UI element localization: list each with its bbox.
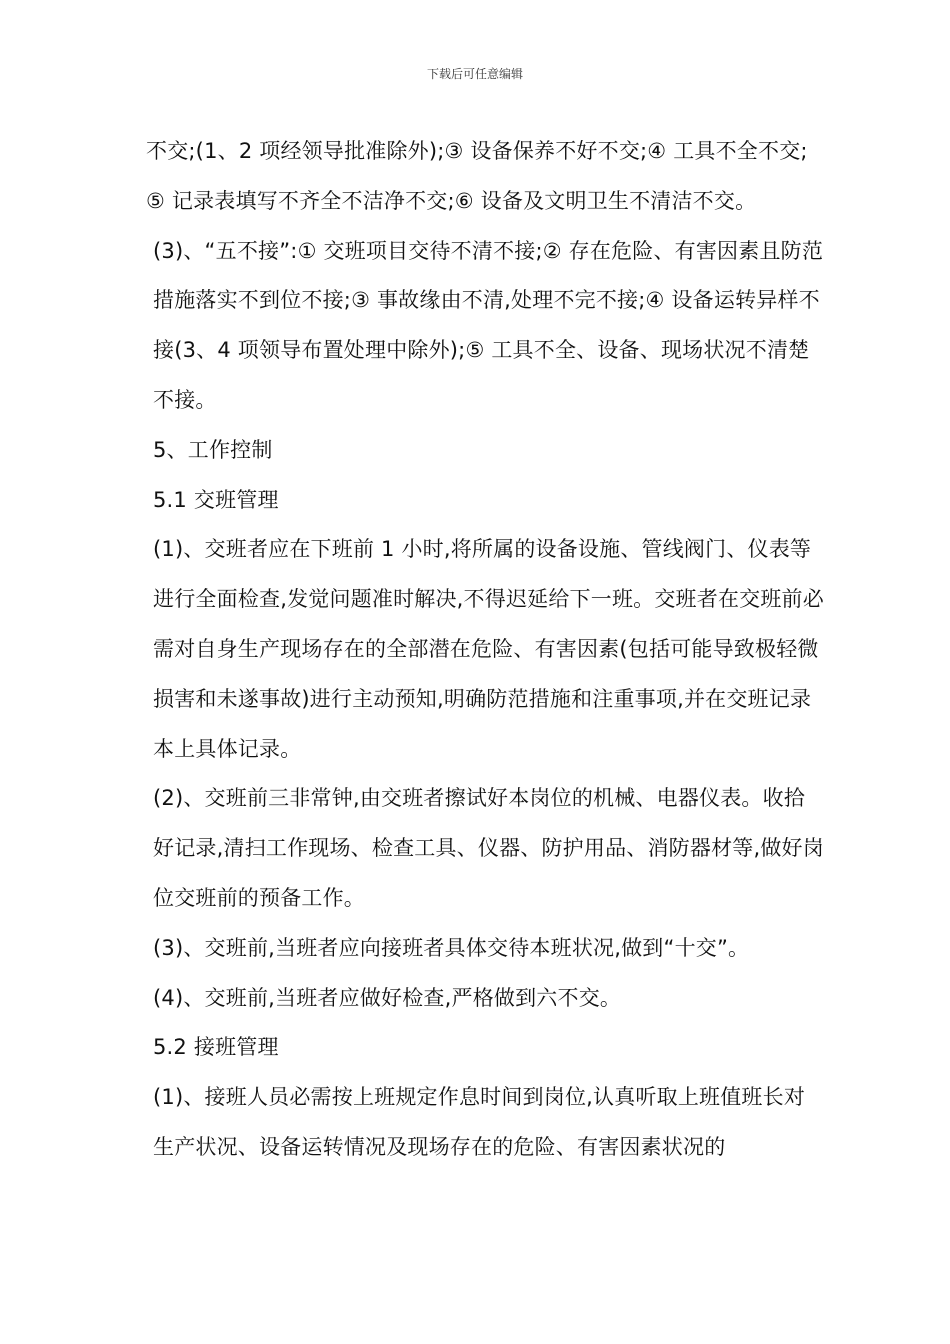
paragraph-4: (2)、交班前三非常钟,由交班者擦试好本岗位的机械、电器仪表。收拾好记录,清扫工作现场、检查工具、仪器、防护用品、消防器材等,做好岗位交班前的预备工作。 (153, 786, 824, 910)
section-heading-5-1: 5.1 交班管理 (153, 487, 279, 512)
paragraph-6: (4)、交班前,当班者应做好检查,严格做到六不交。 (153, 985, 622, 1010)
page-header: 下载后可任意编辑 (426, 67, 523, 81)
paragraph-3: (1)、交班者应在下班前 1 小时,将所属的设备设施、管线阀门、仪表等进行全面检查,发觉问题准时解决,不得迟延给下一班。交班者在交班前必需对自身生产现场存在的全部潜在危险、有害因素(包括可能导致极轻微损害和未遂事故)进行主动预知,明确防范措施和注重事项,并在交班记录本上具体记录。 (153, 537, 824, 761)
paragraph-1: 不交;(1、2 项经领导批准除外);③ 设备保养不好不交;④ 工具不全不交;⑤ 记录表填写不齐全不洁净不交;⑥ 设备及文明卫生不清洁不交。 (146, 139, 808, 213)
section-heading-5: 5、工作控制 (153, 437, 273, 462)
paragraph-2: (3)、“五不接”:① 交班项目交待不清不接;② 存在危险、有害因素且防范措施落实不到位不接;③ 事故缘由不清,处理不完不接;④ 设备运转异样不接(3、4 项领导布置处理中除外);⑤ 工具不全、设备、现场状况不清楚不接。 (153, 238, 824, 412)
paragraph-7: (1)、接班人员必需按上班规定作息时间到岗位,认真听取上班值班长对生产状况、设备运转情况及现场存在的危险、有害因素状况的 (153, 1085, 806, 1159)
section-heading-5-2: 5.2 接班管理 (153, 1035, 279, 1060)
document-body (146, 127, 826, 1173)
paragraph-5: (3)、交班前,当班者应向接班者具体交待本班状况,做到“十交”。 (153, 935, 750, 960)
